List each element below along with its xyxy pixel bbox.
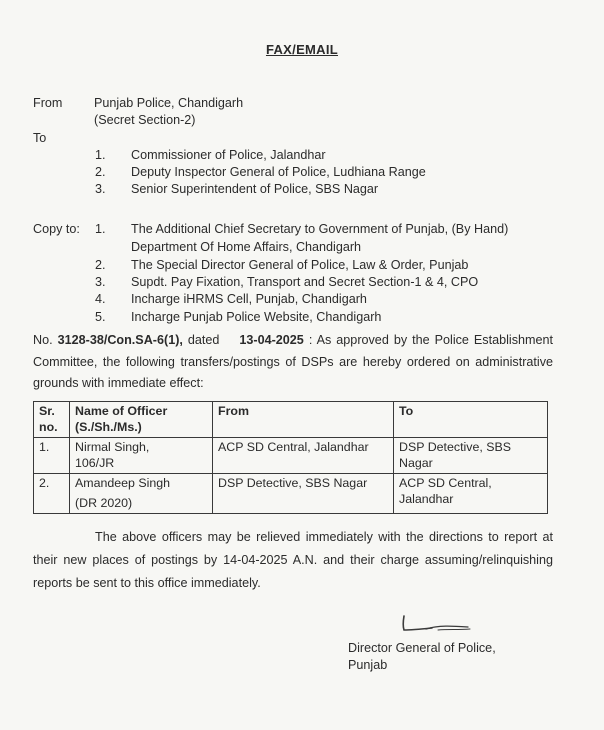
- from-label: From: [33, 96, 63, 110]
- copy-item-num: 3.: [95, 275, 106, 289]
- officer-name: Nirmal Singh,: [75, 440, 150, 454]
- to-label: To: [33, 131, 47, 145]
- header-from: From: [213, 402, 394, 438]
- signature-mark: [398, 612, 478, 636]
- table-row: [34, 474, 548, 514]
- copy-item-num: 4.: [95, 292, 106, 306]
- cell-name: [70, 474, 213, 514]
- officer-id: 106/JR: [75, 455, 115, 470]
- cell-to: [394, 474, 548, 514]
- order-prefix: No.: [33, 333, 53, 347]
- header-sr: Sr. no.: [34, 402, 70, 438]
- order-text: : As approved by the Police Establishment Committee, the following transfers/postings of DSPs are hereby ordered on administrative grounds with immediate effect:: [33, 333, 554, 390]
- from-line1: Punjab Police, Chandigarh: [94, 96, 244, 110]
- to-item-text: Commissioner of Police, Jalandhar: [131, 148, 326, 162]
- officer-name: Amandeep Singh: [75, 476, 171, 490]
- copy-item-num: 2.: [95, 258, 106, 272]
- cell-name: [70, 438, 213, 474]
- copy-item-text: The Additional Chief Secretary to Government of Punjab, (By Hand): [131, 222, 509, 236]
- order-date: 13-04-2025: [239, 333, 304, 347]
- order-number: 3128-38/Con.SA-6(1),: [57, 333, 183, 347]
- copy-item-text: Incharge Punjab Police Website, Chandigarh: [131, 310, 382, 324]
- to-item-text: Senior Superintendent of Police, SBS Nagar: [131, 182, 379, 196]
- copy-item-text-cont: Department Of Home Affairs, Chandigarh: [131, 240, 362, 254]
- cell-from: ACP SD Central, Jalandhar: [213, 438, 394, 474]
- table-header-row: [34, 402, 548, 438]
- copy-item-text: Incharge iHRMS Cell, Punjab, Chandigarh: [131, 292, 367, 306]
- copy-item-num: 1.: [95, 222, 106, 236]
- transfer-table: [33, 401, 548, 514]
- document-title: FAX/EMAIL: [265, 42, 339, 57]
- signatory-org: Punjab: [348, 658, 388, 672]
- cell-sr: 2.: [34, 474, 70, 514]
- to-item-num: 2.: [95, 165, 106, 179]
- signatory-title: Director General of Police,: [348, 641, 496, 655]
- to-item-num: 3.: [95, 182, 106, 196]
- order-paragraph: [33, 330, 553, 395]
- to-line1: ACP SD Central,: [399, 476, 492, 490]
- officer-id: (DR 2020): [75, 495, 133, 510]
- header-name: Name of Officer (S./Sh./Ms.): [70, 402, 213, 438]
- from-line2: (Secret Section-2): [94, 113, 196, 127]
- header-to: To: [394, 402, 548, 438]
- to-item-num: 1.: [95, 148, 106, 162]
- to-line2: Nagar: [399, 455, 433, 470]
- copy-item-num: 5.: [95, 310, 106, 324]
- cell-to: [394, 438, 548, 474]
- to-line2: Jalandhar: [399, 491, 454, 506]
- to-line1: DSP Detective, SBS: [399, 440, 512, 454]
- order-dated-label: dated: [187, 333, 220, 347]
- copy-item-text: Supdt. Pay Fixation, Transport and Secret Section-1 & 4, CPO: [131, 275, 479, 289]
- table-row: [34, 438, 548, 474]
- closing-paragraph: The above officers may be relieved immediately with the directions to report at their new places of postings by 14-04-2025 A.N. and their charge assuming/relinquishing reports be sent to this office immediately.: [33, 530, 553, 590]
- copy-to-label: Copy to:: [33, 222, 80, 236]
- cell-from: DSP Detective, SBS Nagar: [213, 474, 394, 514]
- cell-sr: 1.: [34, 438, 70, 474]
- copy-item-text: The Special Director General of Police, Law & Order, Punjab: [131, 258, 469, 272]
- to-item-text: Deputy Inspector General of Police, Ludhiana Range: [131, 165, 426, 179]
